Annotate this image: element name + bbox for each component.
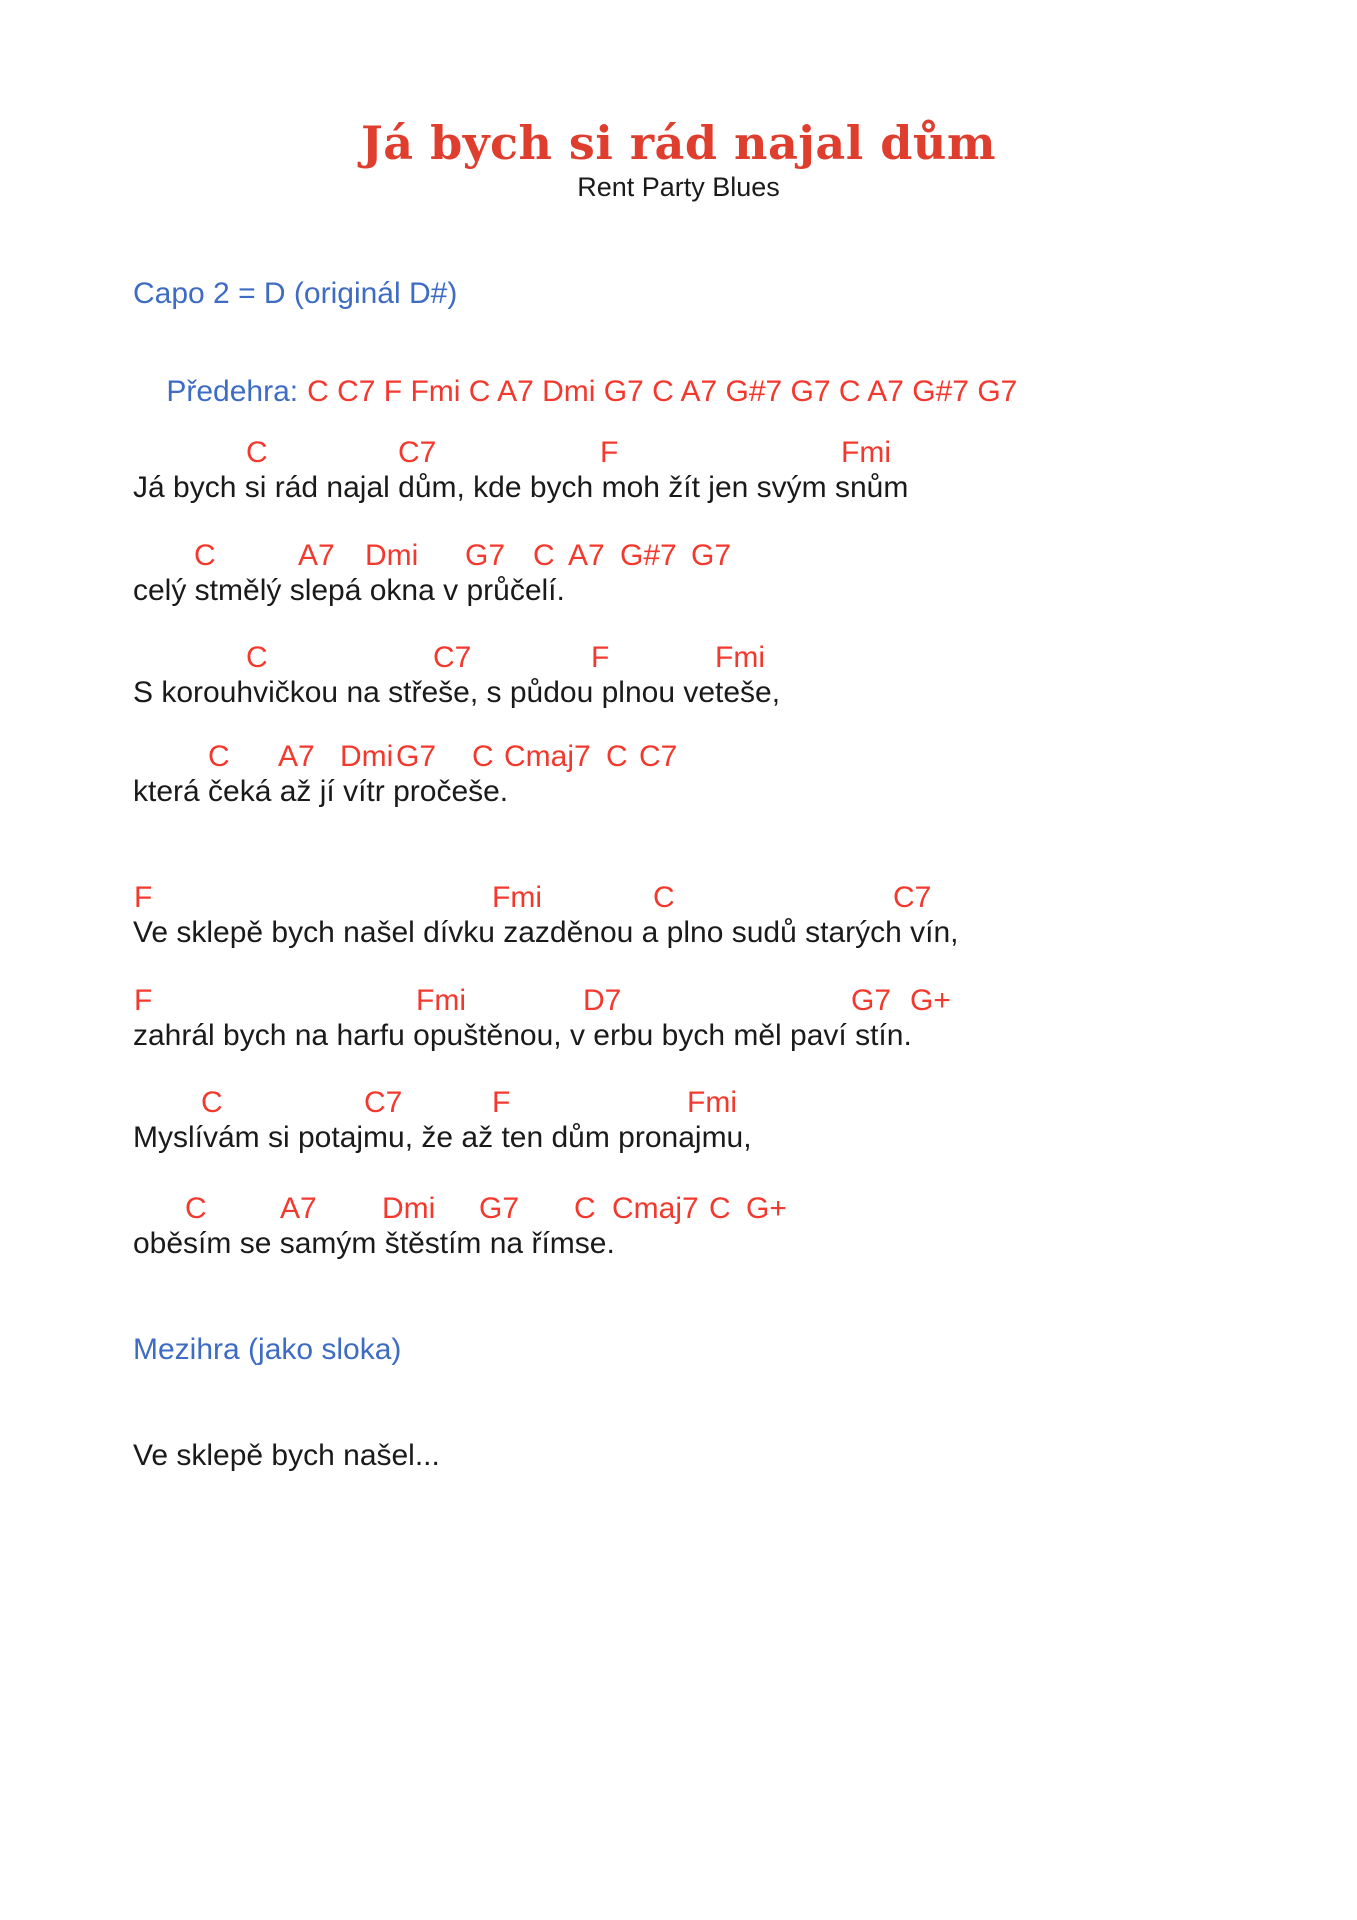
outro-line: Ve sklepě bych našel...	[133, 1439, 440, 1472]
capo-line: Capo 2 = D (originál D#)	[133, 277, 458, 310]
chord-G7: G7	[691, 539, 732, 572]
verse-block	[133, 435, 1337, 506]
chord-C: C	[194, 539, 216, 572]
verse-block	[133, 1191, 1337, 1262]
title-block	[133, 118, 1224, 203]
chord-Fmi: Fmi	[841, 436, 891, 469]
chord-Dmi: Dmi	[340, 740, 394, 773]
chord-Dmi: Dmi	[382, 1192, 436, 1225]
chord-C: C	[533, 539, 555, 572]
chord-G7: G7	[479, 1192, 520, 1225]
chord-F: F	[492, 1086, 511, 1119]
chord-Fmi: Fmi	[492, 881, 542, 914]
chord-row	[133, 1085, 1337, 1120]
chord-C: C	[472, 740, 494, 773]
chord-row	[133, 538, 1337, 573]
chord-G7: G7	[396, 740, 437, 773]
verse-block	[133, 983, 1337, 1054]
chord-C7: C7	[398, 436, 437, 469]
chord-C: C	[653, 881, 675, 914]
lyric-line: Myslívám si potajmu, že až ten dům pronajmu,	[133, 1121, 752, 1154]
lyric-line: S korouhvičkou na střeše, s půdou plnou veteše,	[133, 676, 781, 709]
chord-Fmi: Fmi	[715, 641, 765, 674]
verse-block	[133, 640, 1337, 711]
chord-D7: D7	[583, 984, 622, 1017]
lyric-line: Ve sklepě bych našel dívku zazděnou a plno sudů starých vín,	[133, 916, 959, 949]
verse-block	[133, 880, 1337, 951]
song-subtitle: Rent Party Blues	[577, 171, 780, 202]
chord-C: C	[606, 740, 628, 773]
chord-row	[133, 1191, 1337, 1226]
chord-C7: C7	[364, 1086, 403, 1119]
chord-G7: G7	[465, 539, 506, 572]
lyric-line: oběsím se samým štěstím na římse.	[133, 1227, 615, 1260]
chord-A7: A7	[278, 740, 315, 773]
chord-G7: G7	[851, 984, 892, 1017]
predehra-line	[133, 338, 1224, 446]
chord-row	[133, 739, 1337, 774]
chord-A7: A7	[280, 1192, 317, 1225]
chord-Gaug: G+	[746, 1192, 787, 1225]
chord-row	[133, 983, 1337, 1018]
chord-C7: C7	[639, 740, 678, 773]
chord-A7: A7	[568, 539, 605, 572]
lyric-line: Já bych si rád najal dům, kde bych moh žít jen svým snům	[133, 471, 909, 504]
chord-row	[133, 880, 1337, 915]
chord-F: F	[134, 984, 153, 1017]
chord-row	[133, 435, 1337, 470]
chord-Fmi: Fmi	[687, 1086, 737, 1119]
chord-C: C	[185, 1192, 207, 1225]
lyric-line: zahrál bych na harfu opuštěnou, v erbu bych měl paví stín.	[133, 1019, 912, 1052]
mezihra-line: Mezihra (jako sloka)	[133, 1333, 402, 1366]
verse-block	[133, 1085, 1337, 1156]
chord-Gaug: G+	[910, 984, 951, 1017]
chord-C: C	[574, 1192, 596, 1225]
chord-C: C	[201, 1086, 223, 1119]
verse-block	[133, 739, 1337, 810]
verse-block	[133, 538, 1337, 609]
chord-C7: C7	[433, 641, 472, 674]
song-title: Já bych si rád najal dům	[360, 116, 997, 170]
chord-C: C	[246, 436, 268, 469]
chord-F: F	[600, 436, 619, 469]
chord-F: F	[134, 881, 153, 914]
chord-C: C	[709, 1192, 731, 1225]
chord-Dmi: Dmi	[365, 539, 419, 572]
chord-Cmaj7: Cmaj7	[612, 1192, 699, 1225]
chord-Cmaj7: Cmaj7	[504, 740, 591, 773]
chord-C: C	[246, 641, 268, 674]
chord-F: F	[591, 641, 610, 674]
predehra-label: Předehra:	[166, 375, 299, 408]
lyric-line: která čeká až jí vítr pročeše.	[133, 775, 509, 808]
predehra-chords: C C7 F Fmi C A7 Dmi G7 C A7 G#7 G7 C A7 G#7 G7	[307, 375, 1018, 408]
chord-A7: A7	[298, 539, 335, 572]
lyric-line: celý stmělý slepá okna v průčelí.	[133, 574, 565, 607]
chord-Gsharp7: G#7	[620, 539, 677, 572]
chord-C: C	[208, 740, 230, 773]
chord-Fmi: Fmi	[416, 984, 466, 1017]
chord-C7: C7	[893, 881, 932, 914]
chord-row	[133, 640, 1337, 675]
